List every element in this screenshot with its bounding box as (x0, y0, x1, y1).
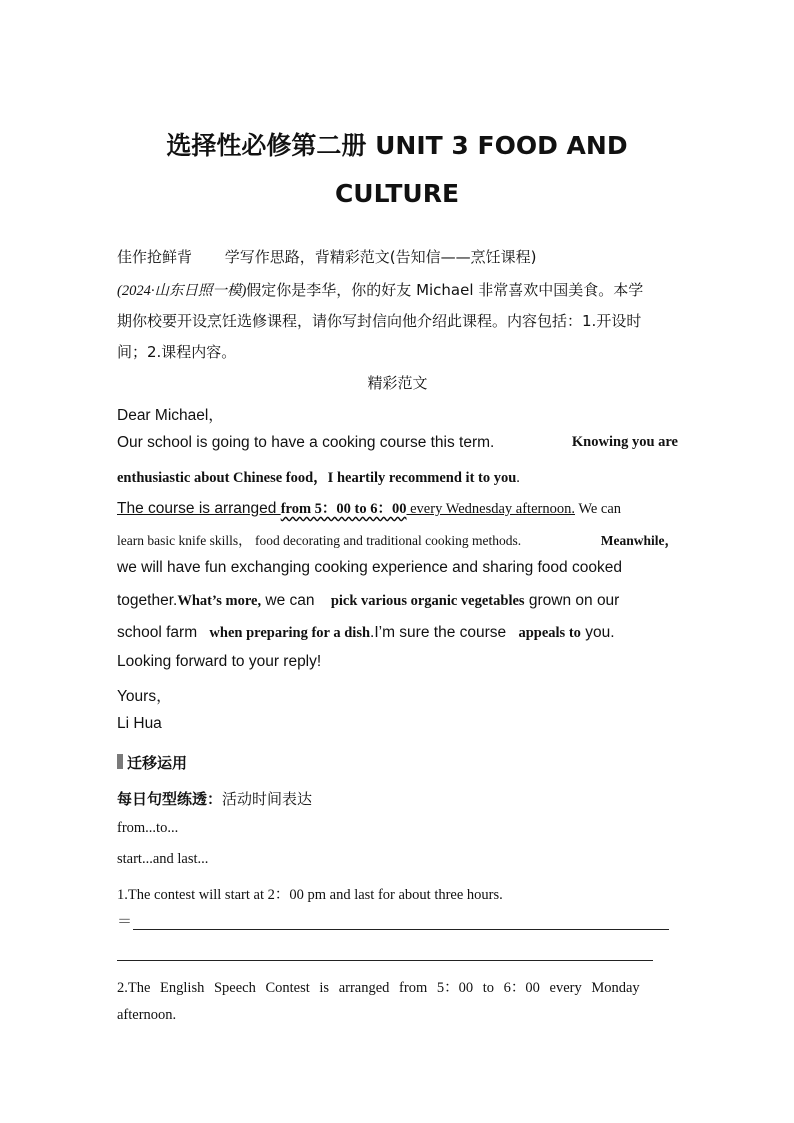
letter-text: The course is arranged (117, 500, 281, 517)
question-2-line-1 (117, 976, 678, 997)
letter-text: grown on our (524, 592, 620, 609)
question-2-text: 2.The English Speech Contest is arranged from 5：00 to 6：00 every Monday (117, 980, 640, 996)
prompt-line-3: 间；2.课程内容。 (117, 343, 237, 361)
section-heading (117, 246, 537, 267)
practice-heading (117, 752, 187, 773)
letter-text: . (516, 470, 520, 486)
pattern-1: from...to... (117, 820, 179, 836)
question-1: 1.The contest will start at 2：00 pm and last for about three hours. (117, 887, 503, 903)
letter-text: .I’m sure the course (370, 624, 511, 641)
letter-line-6 (117, 590, 619, 610)
section-marker-icon (117, 754, 123, 769)
letter-highlight: What’s more, (177, 593, 262, 609)
letter-yours: Yours， (117, 688, 172, 705)
pattern-2: start...and last... (117, 851, 209, 867)
prompt-text-1: 假定你是李华，你的好友 Michael 非常喜欢中国美食。本学 (246, 281, 644, 299)
essay-heading: 精彩范文 (367, 374, 428, 392)
letter-text: We can (574, 501, 622, 517)
letter-line-1 (117, 434, 678, 452)
practice-sub-label: 每日句型练透： (117, 790, 223, 808)
letter-line-3 (117, 497, 621, 518)
letter-highlight: when preparing for a dish (209, 625, 371, 641)
section-desc: 学写作思路，背精彩范文(告知信——烹饪课程) (224, 248, 537, 266)
answer-blank-1[interactable] (133, 929, 669, 930)
letter-signature: Li Hua (117, 715, 162, 732)
page-title (40, 122, 754, 218)
letter-text: Our school is going to have a cooking course this term. (117, 434, 495, 451)
letter-highlight: enthusiastic about Chinese food，I heartily recommend it to you (117, 470, 517, 486)
prompt-source: (2024·山东日照一模) (117, 283, 247, 299)
letter-text: every Wednesday afternoon. (406, 501, 575, 517)
letter-salutation: Dear Michael， (117, 407, 224, 424)
question-2-line-2: afternoon. (117, 1007, 177, 1023)
letter-highlight: from 5：00 to 6：00 (280, 501, 407, 517)
section-label: 佳作抢鲜背 (117, 248, 193, 266)
letter-text: you. (580, 624, 615, 641)
letter-line-2 (117, 466, 520, 487)
letter-line-7 (117, 622, 615, 642)
letter-text: learn basic knife skills， food decorating and traditional cooking methods. (117, 533, 522, 548)
practice-sub-topic: 活动时间表达 (222, 790, 313, 808)
letter-highlight: Meanwhile， (600, 533, 678, 548)
equals-sign: ＝ (117, 914, 133, 930)
letter-line-5: we will have fun exchanging cooking experience and sharing food cooked (117, 559, 622, 576)
letter-highlight: pick various organic vegetables (330, 593, 525, 609)
letter-text: school farm (117, 624, 202, 641)
prompt-line-2: 期你校要开设烹饪选修课程，请你写封信向他介绍此课程。内容包括：1.开设时 (117, 312, 642, 330)
prompt-line-1 (117, 279, 643, 300)
letter-text: we can (261, 592, 319, 609)
letter-highlight: Knowing you are (571, 434, 678, 450)
letter-text: together. (117, 592, 178, 609)
letter-line-4 (117, 529, 678, 549)
answer-blank-2[interactable] (117, 960, 653, 961)
letter-closing: Looking forward to your reply! (117, 653, 322, 670)
page-title-line1: 选择性必修第二册 UNIT 3 FOOD AND (166, 131, 628, 160)
practice-subheading (117, 788, 312, 809)
practice-heading-text: 迁移运用 (127, 754, 188, 772)
page-title-line2: CULTURE (334, 179, 460, 208)
letter-highlight: appeals to (518, 625, 581, 641)
